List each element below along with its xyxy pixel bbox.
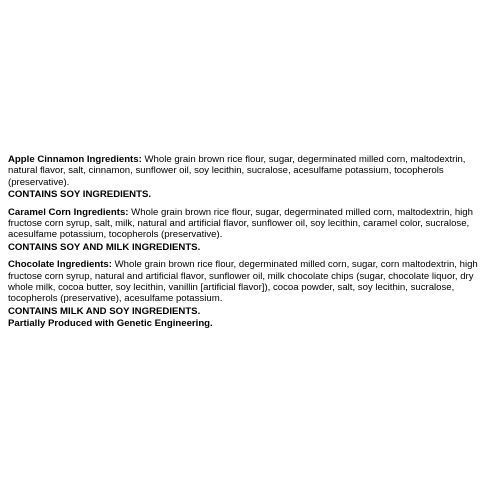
apple-cinnamon-allergen-statement: CONTAINS SOY INGREDIENTS. bbox=[8, 189, 152, 201]
apple-cinnamon-heading: Apple Cinnamon Ingredients: bbox=[8, 154, 142, 165]
chocolate-section bbox=[8, 259, 494, 329]
genetic-engineering-statement: Partially Produced with Genetic Engineering. bbox=[8, 318, 213, 330]
caramel-corn-ingredient-list: Whole grain brown rice flour, sugar, degerminated milled corn, maltodextrin, high fructose corn syrup, salt, milk, natural and artificial flavor, sunflower oil, soy lecithin, caramel color, sucralose, acesulfame potassium, tocopherols (preservative). bbox=[8, 206, 473, 241]
chocolate-ingredient-list: Whole grain brown rice flour, degerminated milled corn, sugar, corn maltodextrin, high fructose corn syrup, natural and artificial flavor, sunflower oil, milk chocolate chips (sugar, chocolate liquor, dry whole milk, cocoa butter, soy lecithin, vanillin [artificial flavor]), cocoa powder, salt, soy lecithin, sucralose, tocopherols (preservative), acesulfame potassium. bbox=[8, 259, 478, 305]
apple-cinnamon-ingredients bbox=[8, 154, 494, 188]
apple-cinnamon-section bbox=[8, 154, 494, 201]
chocolate-heading: Chocolate Ingredients: bbox=[8, 259, 112, 271]
ingredients-label-panel bbox=[8, 154, 494, 330]
caramel-corn-ingredients bbox=[8, 207, 494, 241]
caramel-corn-allergen-statement: CONTAINS SOY AND MILK INGREDIENTS. bbox=[8, 241, 201, 253]
caramel-corn-heading: Caramel Corn Ingredients: bbox=[8, 206, 129, 218]
caramel-corn-section bbox=[8, 207, 494, 254]
chocolate-allergen-statement: CONTAINS MILK AND SOY INGREDIENTS. bbox=[8, 305, 201, 317]
apple-cinnamon-ingredient-list: Whole grain brown rice flour, sugar, degerminated milled corn, maltodextrin, natural flavor, salt, cinnamon, sunflower oil, soy lecithin, sucralose, acesulfame potassium, tocopherols (preservative). bbox=[8, 154, 466, 188]
chocolate-ingredients bbox=[8, 259, 494, 305]
